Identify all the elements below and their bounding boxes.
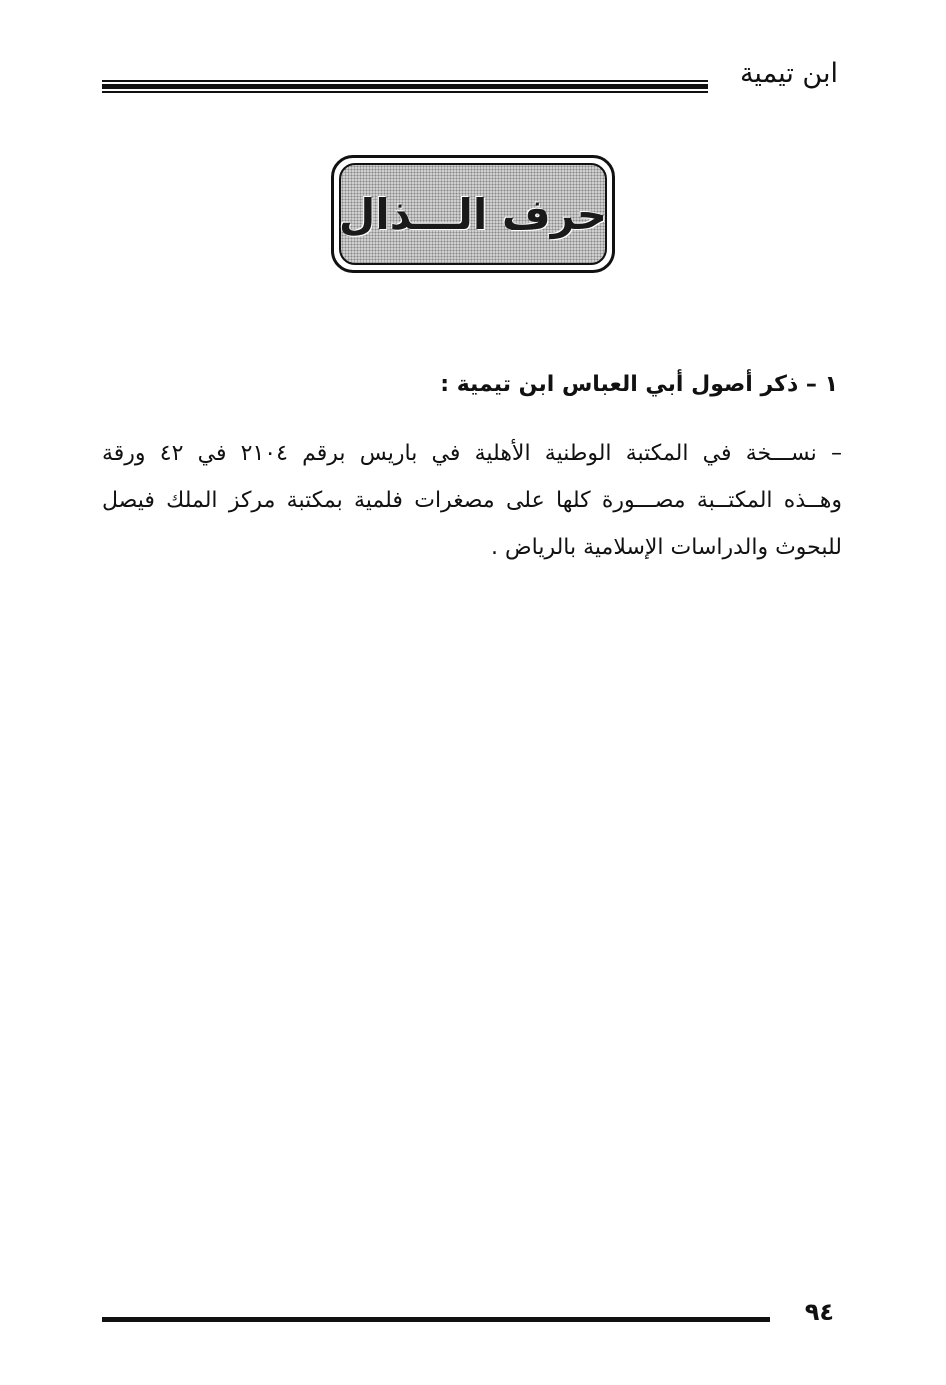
- chapter-title: حرف الـــذال: [338, 189, 608, 239]
- header-rule-line-top: [102, 80, 708, 82]
- header-rule-line-middle: [102, 84, 708, 89]
- page-number: ٩٤: [804, 1298, 834, 1326]
- body-line-1: – نســـخة في المكتبة الوطنية الأهلية في باريس برقم ٢١٠٤ في ٤٢ ورقة: [102, 441, 843, 466]
- running-header-title: ابن تيمية: [739, 58, 838, 89]
- header-rule: [102, 80, 708, 94]
- body-line-2: وهــذه المكتــبة مصـــورة كلها على مصغرات فلمية بمكتبة مركز الملك فيصل: [102, 488, 842, 513]
- body-paragraph: [102, 430, 842, 571]
- footer-rule: [102, 1317, 770, 1322]
- body-line-3: للبحوث والدراسات الإسلامية بالرياض .: [491, 535, 842, 560]
- section-heading: ١ – ذكر أصول أبي العباس ابن تيمية :: [440, 372, 838, 397]
- header-rule-line-bottom: [102, 91, 708, 93]
- chapter-title-frame: [331, 155, 615, 273]
- chapter-title-panel: [339, 163, 607, 265]
